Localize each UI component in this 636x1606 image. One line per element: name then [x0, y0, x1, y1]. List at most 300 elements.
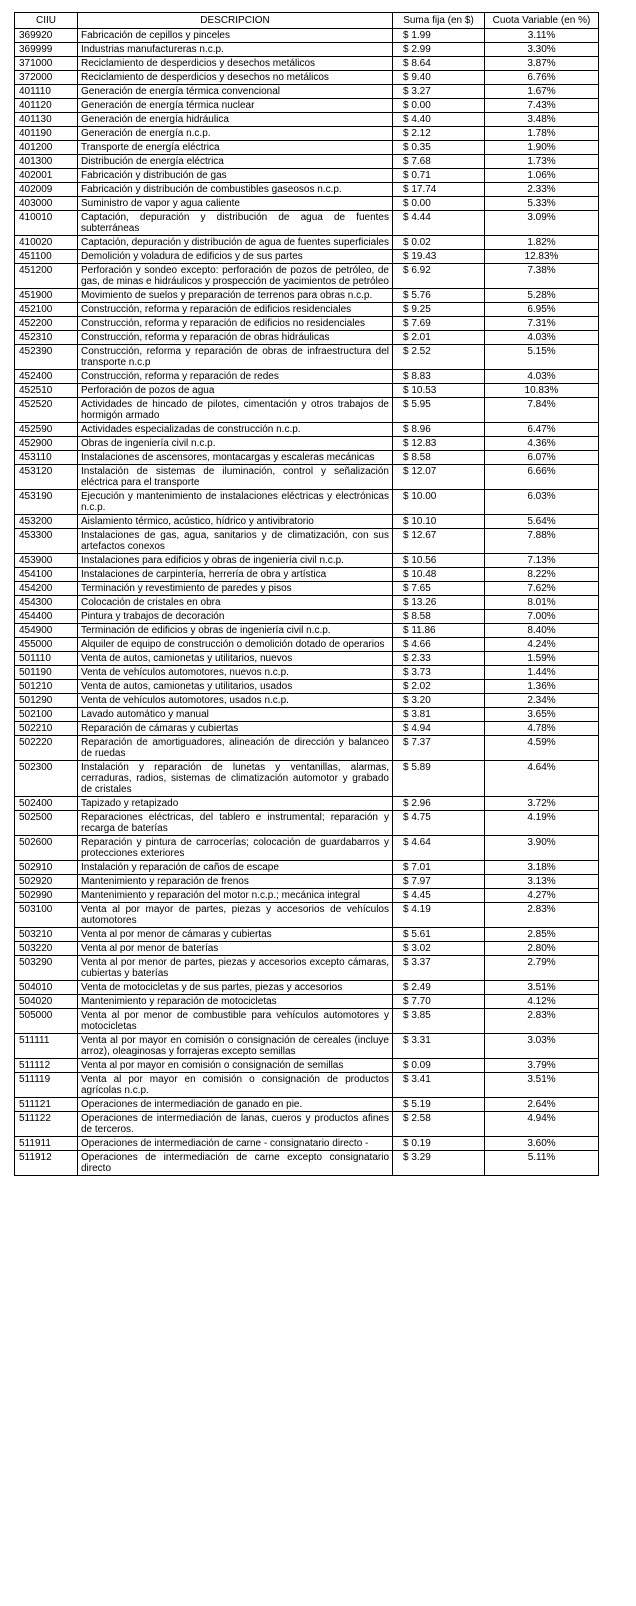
ciiu-code-cell: 452590	[15, 423, 78, 437]
description-cell: Instalación de sistemas de iluminación, control y señalización eléctrica para el transporte	[78, 465, 393, 490]
description-cell: Generación de energía n.c.p.	[78, 127, 393, 141]
ciiu-code-cell: 504020	[15, 995, 78, 1009]
cuota-variable-cell: 3.11%	[485, 29, 599, 43]
cuota-variable-cell: 2.34%	[485, 694, 599, 708]
table-row	[15, 610, 599, 624]
table-row	[15, 836, 599, 861]
ciiu-code-cell: 503100	[15, 903, 78, 928]
description-cell: Tapizado y retapizado	[78, 797, 393, 811]
table-row	[15, 197, 599, 211]
table-row	[15, 582, 599, 596]
table-row	[15, 736, 599, 761]
header-descripcion: DESCRIPCION	[78, 13, 393, 29]
suma-fija-cell: $ 7.65	[393, 582, 485, 596]
cuota-variable-cell: 1.67%	[485, 85, 599, 99]
cuota-variable-cell: 3.18%	[485, 861, 599, 875]
table-row	[15, 1059, 599, 1073]
description-cell: Reciclamiento de desperdicios y desechos metálicos	[78, 57, 393, 71]
description-cell: Construcción, reforma y reparación de obras de infraestructura del transporte n.c.p	[78, 345, 393, 370]
ciiu-code-cell: 511911	[15, 1137, 78, 1151]
ciiu-code-cell: 452520	[15, 398, 78, 423]
description-cell: Perforación de pozos de agua	[78, 384, 393, 398]
table-row	[15, 43, 599, 57]
description-cell: Instalación y reparación de caños de escape	[78, 861, 393, 875]
suma-fija-cell: $ 4.94	[393, 722, 485, 736]
ciiu-code-cell: 401120	[15, 99, 78, 113]
table-header	[15, 13, 599, 29]
description-cell: Generación de energía hidráulica	[78, 113, 393, 127]
cuota-variable-cell: 3.03%	[485, 1034, 599, 1059]
table-row	[15, 29, 599, 43]
description-cell: Instalaciones de ascensores, montacargas y escaleras mecánicas	[78, 451, 393, 465]
ciiu-code-cell: 501190	[15, 666, 78, 680]
cuota-variable-cell: 3.79%	[485, 1059, 599, 1073]
suma-fija-cell: $ 4.75	[393, 811, 485, 836]
table-row	[15, 694, 599, 708]
ciiu-code-cell: 454300	[15, 596, 78, 610]
suma-fija-cell: $ 4.19	[393, 903, 485, 928]
table-row	[15, 568, 599, 582]
ciiu-code-cell: 452100	[15, 303, 78, 317]
description-cell: Mantenimiento y reparación de motocicletas	[78, 995, 393, 1009]
ciiu-code-cell: 502920	[15, 875, 78, 889]
suma-fija-cell: $ 12.67	[393, 529, 485, 554]
ciiu-code-cell: 502990	[15, 889, 78, 903]
table-row	[15, 596, 599, 610]
ciiu-code-cell: 401300	[15, 155, 78, 169]
cuota-variable-cell: 4.19%	[485, 811, 599, 836]
description-cell: Colocación de cristales en obra	[78, 596, 393, 610]
ciiu-code-cell: 403000	[15, 197, 78, 211]
table-row	[15, 1009, 599, 1034]
suma-fija-cell: $ 3.41	[393, 1073, 485, 1098]
suma-fija-cell: $ 5.61	[393, 928, 485, 942]
table-row	[15, 1034, 599, 1059]
header-ciiu: CIIU	[15, 13, 78, 29]
ciiu-code-cell: 502910	[15, 861, 78, 875]
suma-fija-cell: $ 8.83	[393, 370, 485, 384]
description-cell: Fabricación de cepillos y pinceles	[78, 29, 393, 43]
ciiu-code-cell: 452510	[15, 384, 78, 398]
ciiu-code-cell: 371000	[15, 57, 78, 71]
ciiu-code-cell: 402001	[15, 169, 78, 183]
description-cell: Aislamiento térmico, acústico, hídrico y antivibratorio	[78, 515, 393, 529]
cuota-variable-cell: 5.28%	[485, 289, 599, 303]
table-row	[15, 761, 599, 797]
table-row	[15, 889, 599, 903]
description-cell: Operaciones de intermediación de carne excepto consignatario directo	[78, 1151, 393, 1176]
suma-fija-cell: $ 2.99	[393, 43, 485, 57]
cuota-variable-cell: 8.22%	[485, 568, 599, 582]
description-cell: Venta al por menor de partes, piezas y accesorios excepto cámaras, cubiertas y baterías	[78, 956, 393, 981]
description-cell: Reparaciones eléctricas, del tablero e instrumental; reparación y recarga de baterías	[78, 811, 393, 836]
ciiu-code-cell: 452310	[15, 331, 78, 345]
suma-fija-cell: $ 10.00	[393, 490, 485, 515]
description-cell: Lavado automático y manual	[78, 708, 393, 722]
table-row	[15, 722, 599, 736]
suma-fija-cell: $ 9.40	[393, 71, 485, 85]
table-row	[15, 708, 599, 722]
ciiu-code-cell: 454200	[15, 582, 78, 596]
table-row	[15, 529, 599, 554]
table-row	[15, 169, 599, 183]
ciiu-code-cell: 453120	[15, 465, 78, 490]
ciiu-code-cell: 369920	[15, 29, 78, 43]
table-row	[15, 861, 599, 875]
table-row	[15, 71, 599, 85]
description-cell: Obras de ingeniería civil n.c.p.	[78, 437, 393, 451]
suma-fija-cell: $ 0.35	[393, 141, 485, 155]
cuota-variable-cell: 10.83%	[485, 384, 599, 398]
suma-fija-cell: $ 4.44	[393, 211, 485, 236]
ciiu-code-cell: 401130	[15, 113, 78, 127]
ciiu-code-cell: 502400	[15, 797, 78, 811]
cuota-variable-cell: 2.80%	[485, 942, 599, 956]
cuota-variable-cell: 3.13%	[485, 875, 599, 889]
ciiu-code-cell: 372000	[15, 71, 78, 85]
suma-fija-cell: $ 2.52	[393, 345, 485, 370]
table-row	[15, 99, 599, 113]
table-row	[15, 183, 599, 197]
table-row	[15, 264, 599, 289]
table-row	[15, 1073, 599, 1098]
cuota-variable-cell: 8.40%	[485, 624, 599, 638]
table-row	[15, 981, 599, 995]
ciiu-code-cell: 502300	[15, 761, 78, 797]
ciiu-code-cell: 451100	[15, 250, 78, 264]
description-cell: Reparación y pintura de carrocerías; colocación de guardabarros y protecciones exteriores	[78, 836, 393, 861]
suma-fija-cell: $ 3.85	[393, 1009, 485, 1034]
suma-fija-cell: $ 11.86	[393, 624, 485, 638]
table-row	[15, 680, 599, 694]
suma-fija-cell: $ 2.01	[393, 331, 485, 345]
suma-fija-cell: $ 0.00	[393, 99, 485, 113]
suma-fija-cell: $ 17.74	[393, 183, 485, 197]
suma-fija-cell: $ 4.64	[393, 836, 485, 861]
description-cell: Reciclamiento de desperdicios y desechos no metálicos	[78, 71, 393, 85]
description-cell: Transporte de energía eléctrica	[78, 141, 393, 155]
cuota-variable-cell: 3.48%	[485, 113, 599, 127]
cuota-variable-cell: 4.94%	[485, 1112, 599, 1137]
cuota-variable-cell: 7.31%	[485, 317, 599, 331]
description-cell: Venta al por menor de baterías	[78, 942, 393, 956]
suma-fija-cell: $ 4.45	[393, 889, 485, 903]
table-row	[15, 797, 599, 811]
suma-fija-cell: $ 19.43	[393, 250, 485, 264]
description-cell: Actividades de hincado de pilotes, cimentación y otros trabajos de hormigón armado	[78, 398, 393, 423]
ciiu-code-cell: 402009	[15, 183, 78, 197]
description-cell: Construcción, reforma y reparación de edificios residenciales	[78, 303, 393, 317]
suma-fija-cell: $ 10.48	[393, 568, 485, 582]
suma-fija-cell: $ 3.27	[393, 85, 485, 99]
description-cell: Generación de energía térmica convencional	[78, 85, 393, 99]
table-row	[15, 289, 599, 303]
ciiu-code-cell: 401200	[15, 141, 78, 155]
suma-fija-cell: $ 8.58	[393, 451, 485, 465]
description-cell: Construcción, reforma y reparación de obras hidráulicas	[78, 331, 393, 345]
description-cell: Operaciones de intermediación de lanas, cueros y productos afines de terceros.	[78, 1112, 393, 1137]
cuota-variable-cell: 3.65%	[485, 708, 599, 722]
ciiu-code-cell: 511112	[15, 1059, 78, 1073]
cuota-variable-cell: 3.51%	[485, 1073, 599, 1098]
table-row	[15, 155, 599, 169]
cuota-variable-cell: 6.07%	[485, 451, 599, 465]
ciiu-code-cell: 454100	[15, 568, 78, 582]
cuota-variable-cell: 1.44%	[485, 666, 599, 680]
suma-fija-cell: $ 3.31	[393, 1034, 485, 1059]
ciiu-code-cell: 410020	[15, 236, 78, 250]
description-cell: Ejecución y mantenimiento de instalaciones eléctricas y electrónicas n.c.p.	[78, 490, 393, 515]
table-row	[15, 1112, 599, 1137]
ciiu-code-cell: 401190	[15, 127, 78, 141]
suma-fija-cell: $ 3.73	[393, 666, 485, 680]
table-row	[15, 211, 599, 236]
cuota-variable-cell: 12.83%	[485, 250, 599, 264]
table-row	[15, 490, 599, 515]
table-row	[15, 995, 599, 1009]
ciiu-code-cell: 511912	[15, 1151, 78, 1176]
suma-fija-cell: $ 7.70	[393, 995, 485, 1009]
suma-fija-cell: $ 2.33	[393, 652, 485, 666]
table-row	[15, 811, 599, 836]
cuota-variable-cell: 2.33%	[485, 183, 599, 197]
cuota-variable-cell: 7.13%	[485, 554, 599, 568]
suma-fija-cell: $ 8.58	[393, 610, 485, 624]
description-cell: Fabricación y distribución de combustibles gaseosos n.c.p.	[78, 183, 393, 197]
suma-fija-cell: $ 12.83	[393, 437, 485, 451]
ciiu-code-cell: 452200	[15, 317, 78, 331]
table-row	[15, 423, 599, 437]
description-cell: Pintura y trabajos de decoración	[78, 610, 393, 624]
description-cell: Instalación y reparación de lunetas y ventanillas, alarmas, cerraduras, radios, sistemas de climatización automotor y grabado de cristales	[78, 761, 393, 797]
ciiu-code-cell: 502100	[15, 708, 78, 722]
description-cell: Captación, depuración y distribución de agua de fuentes superficiales	[78, 236, 393, 250]
ciiu-code-cell: 369999	[15, 43, 78, 57]
description-cell: Captación, depuración y distribución de agua de fuentes subterráneas	[78, 211, 393, 236]
suma-fija-cell: $ 9.25	[393, 303, 485, 317]
ciiu-code-cell: 452400	[15, 370, 78, 384]
table-row	[15, 956, 599, 981]
description-cell: Industrias manufactureras n.c.p.	[78, 43, 393, 57]
cuota-variable-cell: 5.64%	[485, 515, 599, 529]
ciiu-code-cell: 511122	[15, 1112, 78, 1137]
cuota-variable-cell: 3.90%	[485, 836, 599, 861]
cuota-variable-cell: 4.59%	[485, 736, 599, 761]
header-cuota-variable: Cuota Variable (en %)	[485, 13, 599, 29]
description-cell: Venta al por mayor en comisión o consignación de cereales (incluye arroz), oleaginosas y forrajeras excepto semillas	[78, 1034, 393, 1059]
ciiu-code-cell: 504010	[15, 981, 78, 995]
description-cell: Venta de vehículos automotores, nuevos n.c.p.	[78, 666, 393, 680]
table-row	[15, 515, 599, 529]
suma-fija-cell: $ 4.40	[393, 113, 485, 127]
description-cell: Fabricación y distribución de gas	[78, 169, 393, 183]
table-row	[15, 1137, 599, 1151]
description-cell: Alquiler de equipo de construcción o demolición dotado de operarios	[78, 638, 393, 652]
cuota-variable-cell: 2.64%	[485, 1098, 599, 1112]
ciiu-code-cell: 503210	[15, 928, 78, 942]
cuota-variable-cell: 7.43%	[485, 99, 599, 113]
table-row	[15, 250, 599, 264]
description-cell: Terminación y revestimiento de paredes y pisos	[78, 582, 393, 596]
ciiu-code-cell: 503290	[15, 956, 78, 981]
header-suma-fija: Suma fija (en $)	[393, 13, 485, 29]
cuota-variable-cell: 6.47%	[485, 423, 599, 437]
suma-fija-cell: $ 6.92	[393, 264, 485, 289]
suma-fija-cell: $ 0.71	[393, 169, 485, 183]
suma-fija-cell: $ 7.01	[393, 861, 485, 875]
ciiu-code-cell: 452390	[15, 345, 78, 370]
table-row	[15, 1098, 599, 1112]
ciiu-code-cell: 502220	[15, 736, 78, 761]
cuota-variable-cell: 6.76%	[485, 71, 599, 85]
description-cell: Generación de energía térmica nuclear	[78, 99, 393, 113]
table-row	[15, 384, 599, 398]
description-cell: Distribución de energía eléctrica	[78, 155, 393, 169]
ciiu-code-cell: 501210	[15, 680, 78, 694]
cuota-variable-cell: 4.27%	[485, 889, 599, 903]
cuota-variable-cell: 6.66%	[485, 465, 599, 490]
suma-fija-cell: $ 8.96	[393, 423, 485, 437]
cuota-variable-cell: 1.73%	[485, 155, 599, 169]
description-cell: Mantenimiento y reparación del motor n.c.p.; mecánica integral	[78, 889, 393, 903]
suma-fija-cell: $ 7.97	[393, 875, 485, 889]
cuota-variable-cell: 4.78%	[485, 722, 599, 736]
table-row	[15, 942, 599, 956]
cuota-variable-cell: 1.78%	[485, 127, 599, 141]
cuota-variable-cell: 6.95%	[485, 303, 599, 317]
suma-fija-cell: $ 2.12	[393, 127, 485, 141]
cuota-variable-cell: 1.59%	[485, 652, 599, 666]
cuota-variable-cell: 2.83%	[485, 903, 599, 928]
description-cell: Venta de autos, camionetas y utilitarios, usados	[78, 680, 393, 694]
cuota-variable-cell: 3.51%	[485, 981, 599, 995]
table-row	[15, 875, 599, 889]
cuota-variable-cell: 5.33%	[485, 197, 599, 211]
description-cell: Reparación de cámaras y cubiertas	[78, 722, 393, 736]
cuota-variable-cell: 6.03%	[485, 490, 599, 515]
ciiu-code-cell: 410010	[15, 211, 78, 236]
table-row	[15, 141, 599, 155]
suma-fija-cell: $ 3.02	[393, 942, 485, 956]
cuota-variable-cell: 3.60%	[485, 1137, 599, 1151]
ciiu-code-cell: 454900	[15, 624, 78, 638]
suma-fija-cell: $ 0.00	[393, 197, 485, 211]
cuota-variable-cell: 1.36%	[485, 680, 599, 694]
table-row	[15, 127, 599, 141]
suma-fija-cell: $ 0.02	[393, 236, 485, 250]
description-cell: Operaciones de intermediación de ganado en pie.	[78, 1098, 393, 1112]
ciiu-code-cell: 501290	[15, 694, 78, 708]
description-cell: Reparación de amortiguadores, alineación de dirección y balanceo de ruedas	[78, 736, 393, 761]
table-row	[15, 451, 599, 465]
suma-fija-cell: $ 7.37	[393, 736, 485, 761]
cuota-variable-cell: 7.88%	[485, 529, 599, 554]
suma-fija-cell: $ 3.37	[393, 956, 485, 981]
table-row	[15, 1151, 599, 1176]
ciiu-code-cell: 511121	[15, 1098, 78, 1112]
ciiu-code-cell: 453300	[15, 529, 78, 554]
table-row	[15, 903, 599, 928]
cuota-variable-cell: 3.09%	[485, 211, 599, 236]
table-row	[15, 345, 599, 370]
ciiu-code-cell: 501110	[15, 652, 78, 666]
suma-fija-cell: $ 5.19	[393, 1098, 485, 1112]
description-cell: Instalaciones de carpintería, herrería de obra y artística	[78, 568, 393, 582]
ciiu-code-cell: 511111	[15, 1034, 78, 1059]
table-row	[15, 638, 599, 652]
cuota-variable-cell: 4.12%	[485, 995, 599, 1009]
ciiu-code-cell: 454400	[15, 610, 78, 624]
suma-fija-cell: $ 7.69	[393, 317, 485, 331]
suma-fija-cell: $ 10.56	[393, 554, 485, 568]
description-cell: Venta al por mayor en comisión o consignación de semillas	[78, 1059, 393, 1073]
cuota-variable-cell: 2.79%	[485, 956, 599, 981]
suma-fija-cell: $ 0.09	[393, 1059, 485, 1073]
ciiu-code-cell: 505000	[15, 1009, 78, 1034]
table-row	[15, 85, 599, 99]
table-row	[15, 317, 599, 331]
ciiu-code-cell: 451200	[15, 264, 78, 289]
table-body	[15, 29, 599, 1176]
description-cell: Construcción, reforma y reparación de edificios no residenciales	[78, 317, 393, 331]
table-row	[15, 437, 599, 451]
description-cell: Venta de motocicletas y de sus partes, piezas y accesorios	[78, 981, 393, 995]
ciiu-code-cell: 503220	[15, 942, 78, 956]
suma-fija-cell: $ 2.49	[393, 981, 485, 995]
ciiu-code-cell: 453900	[15, 554, 78, 568]
cuota-variable-cell: 7.00%	[485, 610, 599, 624]
table-row	[15, 465, 599, 490]
cuota-variable-cell: 3.30%	[485, 43, 599, 57]
cuota-variable-cell: 2.85%	[485, 928, 599, 942]
suma-fija-cell: $ 12.07	[393, 465, 485, 490]
description-cell: Venta al por menor de cámaras y cubiertas	[78, 928, 393, 942]
suma-fija-cell: $ 13.26	[393, 596, 485, 610]
suma-fija-cell: $ 4.66	[393, 638, 485, 652]
table-row	[15, 331, 599, 345]
suma-fija-cell: $ 0.19	[393, 1137, 485, 1151]
description-cell: Venta de autos, camionetas y utilitarios, nuevos	[78, 652, 393, 666]
cuota-variable-cell: 5.11%	[485, 1151, 599, 1176]
table-row	[15, 57, 599, 71]
description-cell: Venta al por mayor de partes, piezas y accesorios de vehículos automotores	[78, 903, 393, 928]
suma-fija-cell: $ 5.89	[393, 761, 485, 797]
description-cell: Actividades especializadas de construcción n.c.p.	[78, 423, 393, 437]
suma-fija-cell: $ 2.58	[393, 1112, 485, 1137]
ciiu-code-cell: 453190	[15, 490, 78, 515]
table-row	[15, 624, 599, 638]
description-cell: Suministro de vapor y agua caliente	[78, 197, 393, 211]
table-row	[15, 303, 599, 317]
table-row	[15, 113, 599, 127]
table-row	[15, 652, 599, 666]
description-cell: Venta de vehículos automotores, usados n.c.p.	[78, 694, 393, 708]
table-row	[15, 236, 599, 250]
table-row	[15, 554, 599, 568]
suma-fija-cell: $ 2.96	[393, 797, 485, 811]
description-cell: Instalaciones de gas, agua, sanitarios y de climatización, con sus artefactos conexos	[78, 529, 393, 554]
ciiu-code-cell: 502500	[15, 811, 78, 836]
table-row	[15, 928, 599, 942]
cuota-variable-cell: 7.84%	[485, 398, 599, 423]
suma-fija-cell: $ 8.64	[393, 57, 485, 71]
table-row	[15, 398, 599, 423]
cuota-variable-cell: 1.06%	[485, 169, 599, 183]
cuota-variable-cell: 7.38%	[485, 264, 599, 289]
suma-fija-cell: $ 3.20	[393, 694, 485, 708]
ciiu-code-cell: 502210	[15, 722, 78, 736]
cuota-variable-cell: 1.90%	[485, 141, 599, 155]
